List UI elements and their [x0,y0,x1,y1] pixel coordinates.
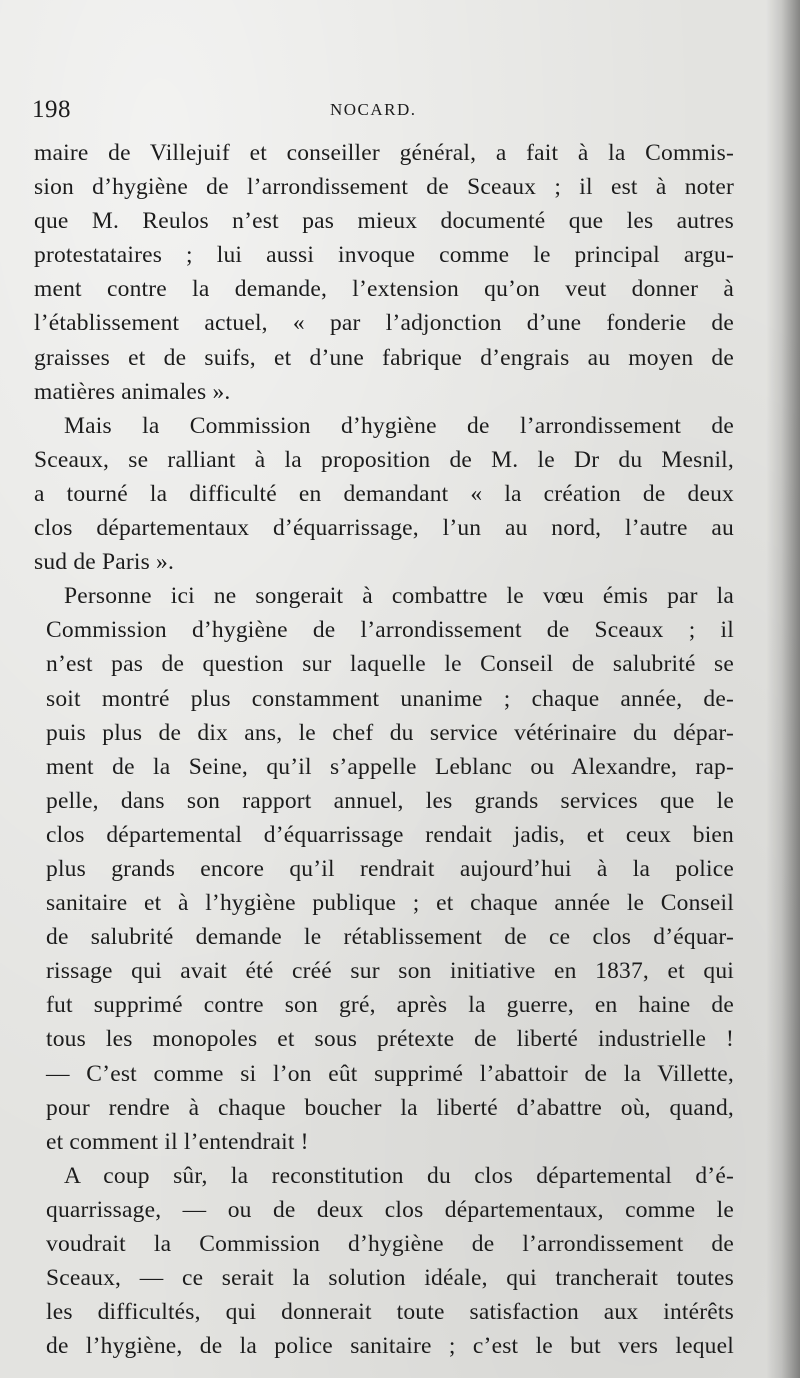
text-line: maire de Villejuif et conseiller général, a fait à la Commis- [34,140,734,166]
text-line: clos départemental d’équarrissage rendait jadis, et ceux bien [46,821,734,848]
text-line: n’est pas de question sur laquelle le Conseil de salubrité se [46,651,734,678]
page-gutter-shadow [766,0,800,1378]
text-line: ment contre la demande, l’extension qu’on veut donner à [34,276,734,303]
text-line: Commission d’hygiène de l’arrondissement de Sceaux ; il [46,617,734,644]
text-line: soit montré plus constamment unanime ; chaque année, de- [46,685,734,712]
paragraph-start-line: A coup sûr, la reconstitution du clos départemental d’é- [64,1162,734,1189]
text-line: graisses et de suifs, et d’une fabrique d’engrais au moyen de [34,344,734,371]
text-line: puis plus de dix ans, le chef du service vétérinaire du dépar- [46,719,734,746]
text-line: voudrait la Commission d’hygiène de l’arrondissement de [46,1231,734,1257]
text-line: que M. Reulos n’est pas mieux documenté que les autres [34,208,734,235]
paragraph-start-line: Mais la Commission d’hygiène de l’arrondissement de [64,412,734,439]
text-line: clos départementaux d’équarrissage, l’un au nord, l’autre au [34,515,734,542]
text-line: pelle, dans son rapport annuel, les grands services que le [46,787,734,814]
text-line: de salubrité demande le rétablissement de ce clos d’équar- [46,924,734,951]
text-line: rissage qui avait été créé sur son initiative en 1837, et qui [46,958,734,985]
text-line: pour rendre à chaque boucher la liberté d’abattre où, quand, [46,1094,734,1121]
text-line: sion d’hygiène de l’arrondissement de Sceaux ; il est à noter [34,174,734,201]
page-header [32,96,732,126]
text-line: sanitaire et à l’hygiène publique ; et chaque année le Conseil [46,890,734,917]
page-number: 198 [32,96,71,123]
text-line: quarrissage, — ou de deux clos départementaux, comme le [46,1196,734,1223]
text-line: et comment il l’entendrait ! [46,1128,309,1155]
text-line: l’établissement actuel, « par l’adjonction d’une fonderie de [34,310,734,337]
text-line: a tourné la difficulté en demandant « la création de deux [34,480,734,507]
text-line: sud de Paris ». [34,549,175,576]
text-line: fut supprimé contre son gré, après la guerre, en haine de [46,992,734,1019]
body-text [34,136,734,1363]
text-line: plus grands encore qu’il rendrait aujourd’hui à la police [46,855,734,882]
text-line: — C’est comme si l’on eût supprimé l’abattoir de la Villette, [46,1060,734,1087]
text-line: protestataires ; lui aussi invoque comme le principal argu- [34,242,734,269]
text-line: Sceaux, — ce serait la solution idéale, qui trancherait toutes [46,1265,734,1292]
text-line: ment de la Seine, qu’il s’appelle Leblanc ou Alexandre, rap- [46,753,734,780]
paragraph-start-line: Personne ici ne songerait à combattre le vœu émis par la [64,583,734,610]
text-line: les difficultés, qui donnerait toute satisfaction aux intérêts [46,1299,734,1326]
running-head: NOCARD. [330,100,417,119]
text-line: de l’hygiène, de la police sanitaire ; c’est le but vers lequel [46,1333,734,1360]
text-line: matières animales ». [34,378,231,405]
text-line: tous les monopoles et sous prétexte de liberté industrielle ! [46,1026,734,1053]
text-line: Sceaux, se ralliant à la proposition de M. le Dr du Mesnil, [34,446,734,473]
